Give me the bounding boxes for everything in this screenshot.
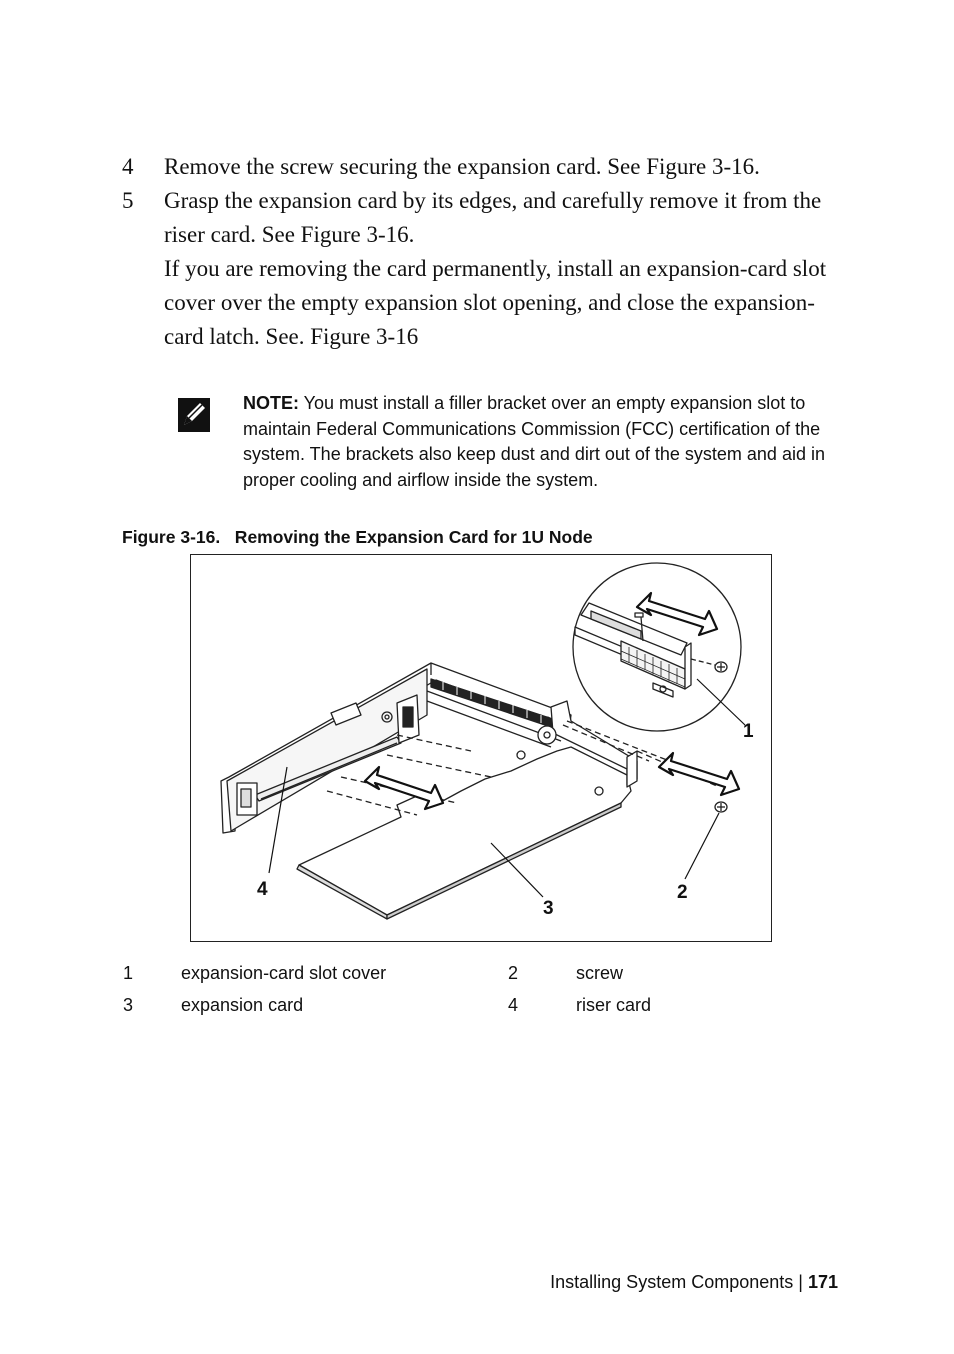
note-block	[243, 391, 843, 493]
legend-num-4: 4	[508, 995, 519, 1015]
page-footer	[550, 1272, 838, 1293]
legend-label-3: expansion card	[181, 995, 304, 1015]
figure-illustration	[190, 554, 772, 942]
step-followup-text: If you are removing the card permanently, install an expansion-card slot cover over the empty expansion slot opening, and close the expansion-card latch. See. Figure 3-16	[164, 256, 827, 349]
step-number: 5	[122, 188, 134, 213]
legend-label-4: riser card	[576, 995, 652, 1015]
step-text: Grasp the expansion card by its edges, and carefully remove it from the riser card. See Figure 3-16.	[164, 188, 822, 247]
expansion-card-diagram	[191, 555, 773, 943]
legend-num-2: 2	[508, 963, 519, 983]
callout-1: 1	[743, 721, 754, 742]
footer-separator: |	[793, 1272, 808, 1292]
note-label: NOTE:	[243, 393, 299, 413]
step-text: Remove the screw securing the expansion card. See Figure 3-16.	[164, 154, 760, 179]
step-number: 4	[122, 154, 134, 179]
page-number: 171	[807, 1272, 838, 1292]
legend-label-2: screw	[576, 963, 624, 983]
callout-3: 3	[543, 898, 554, 919]
legend-num-1: 1	[123, 963, 134, 983]
note-pencil-icon	[178, 398, 210, 432]
note-text: You must install a filler bracket over an empty expansion slot to maintain Federal Communications Commission (FCC) certification of the system. The brackets also keep dust and dirt out of the system and aid in proper cooling and airflow inside the system.	[243, 393, 825, 490]
footer-section: Installing System Components	[550, 1272, 794, 1292]
callout-2: 2	[677, 882, 688, 903]
figure-caption: Figure 3-16. Removing the Expansion Card for 1U Node	[122, 527, 593, 547]
callout-4: 4	[257, 879, 268, 900]
legend-num-3: 3	[123, 995, 134, 1015]
legend-label-1: expansion-card slot cover	[181, 963, 387, 983]
